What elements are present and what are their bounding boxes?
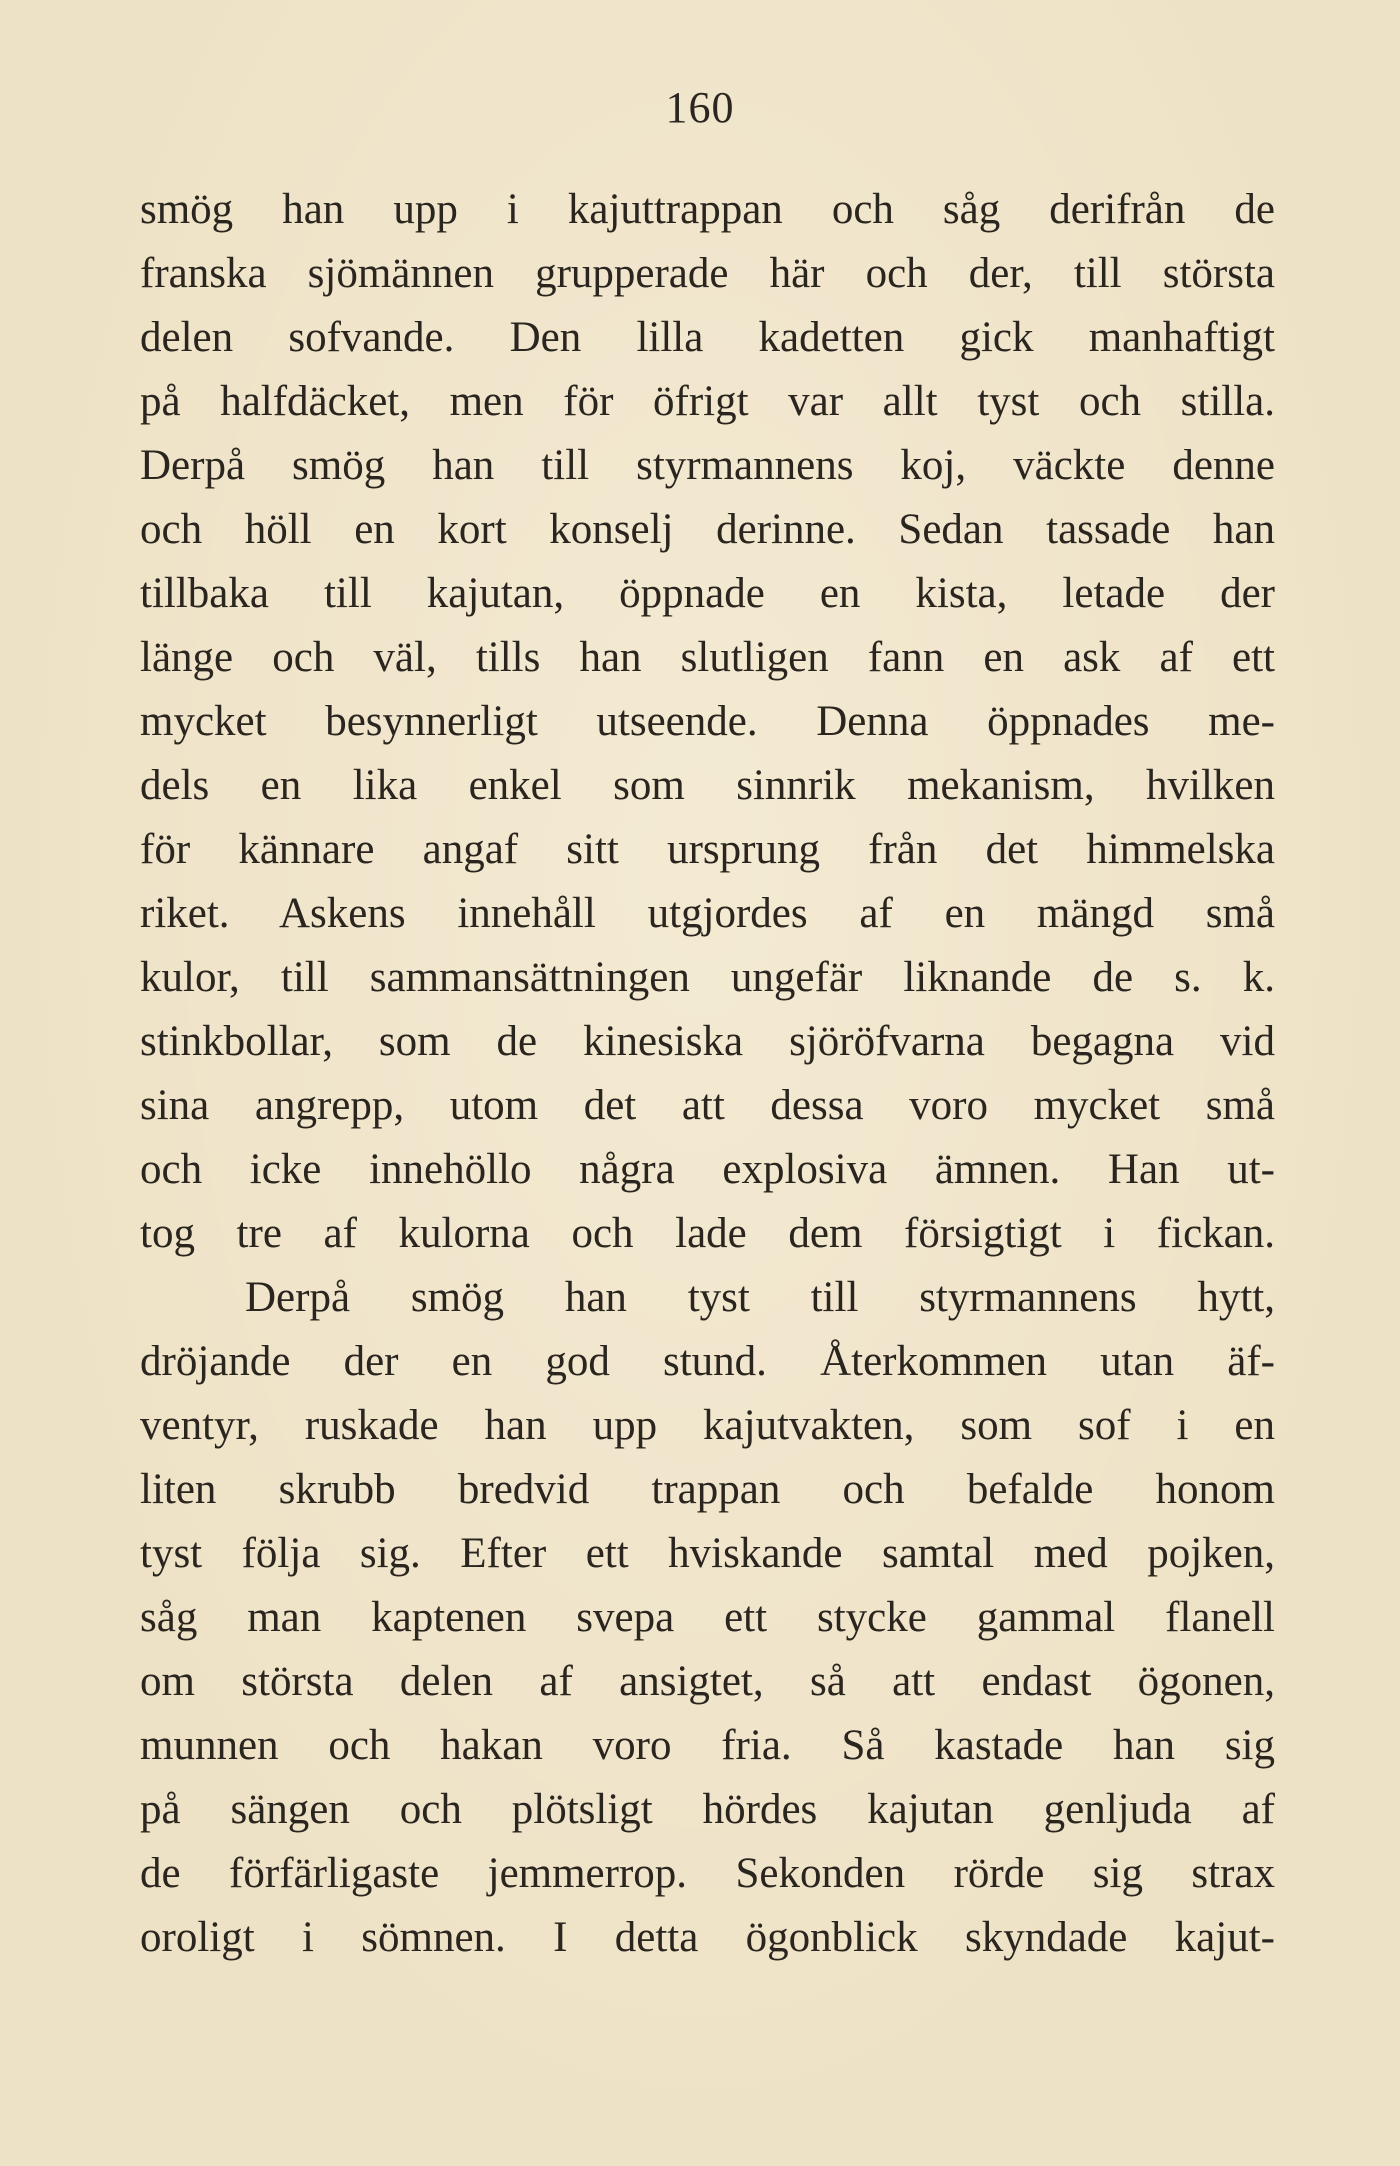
text-line: och höll en kort konselj derinne. Sedan tassade han <box>140 506 1275 553</box>
text-line: stinkbollar, som de kinesiska sjöröfvarna begagna vid <box>140 1018 1275 1065</box>
body-text <box>140 178 1275 1970</box>
text-line: ventyr, ruskade han upp kajutvakten, som sof i en <box>140 1402 1275 1449</box>
page-number: 160 <box>665 83 735 132</box>
text-line: sina angrepp, utom det att dessa voro mycket små <box>140 1082 1275 1129</box>
text-line: på halfdäcket, men för öfrigt var allt tyst och stilla. <box>140 378 1275 425</box>
text-line: delen sofvande. Den lilla kadetten gick manhaftigt <box>140 314 1275 361</box>
text-line: mycket besynnerligt utseende. Denna öppnades me- <box>140 698 1275 745</box>
text-line: på sängen och plötsligt hördes kajutan genljuda af <box>140 1786 1275 1833</box>
text-line: tillbaka till kajutan, öppnade en kista, letade der <box>140 570 1275 617</box>
text-line: tog tre af kulorna och lade dem försigtigt i fickan. <box>140 1210 1275 1257</box>
text-line: om största delen af ansigtet, så att endast ögonen, <box>140 1658 1275 1705</box>
text-line: riket. Askens innehåll utgjordes af en mängd små <box>140 890 1275 937</box>
text-line: franska sjömännen grupperade här och der, till största <box>140 250 1275 297</box>
text-line: de förfärligaste jemmerrop. Sekonden rörde sig strax <box>140 1850 1275 1897</box>
text-line: kulor, till sammansättningen ungefär liknande de s. k. <box>140 954 1275 1001</box>
text-line: Derpå smög han till styrmannens koj, väckte denne <box>140 442 1275 489</box>
text-line: liten skrubb bredvid trappan och befalde honom <box>140 1466 1275 1513</box>
text-line: länge och väl, tills han slutligen fann en ask af ett <box>140 634 1275 681</box>
text-line: tyst följa sig. Efter ett hviskande samtal med pojken, <box>140 1530 1275 1577</box>
text-line: såg man kaptenen svepa ett stycke gammal flanell <box>140 1594 1275 1641</box>
text-line: för kännare angaf sitt ursprung från det himmelska <box>140 826 1275 873</box>
text-line: dröjande der en god stund. Återkommen utan äf- <box>140 1338 1275 1385</box>
text-line: och icke innehöllo några explosiva ämnen. Han ut- <box>140 1146 1275 1193</box>
text-line: smög han upp i kajuttrappan och såg derifrån de <box>140 186 1275 233</box>
text-line: oroligt i sömnen. I detta ögonblick skyndade kajut- <box>140 1914 1275 1961</box>
text-line: dels en lika enkel som sinnrik mekanism, hvilken <box>140 762 1275 809</box>
text-line: Derpå smög han tyst till styrmannens hytt, <box>245 1274 1275 1321</box>
text-line: munnen och hakan voro fria. Så kastade han sig <box>140 1722 1275 1769</box>
